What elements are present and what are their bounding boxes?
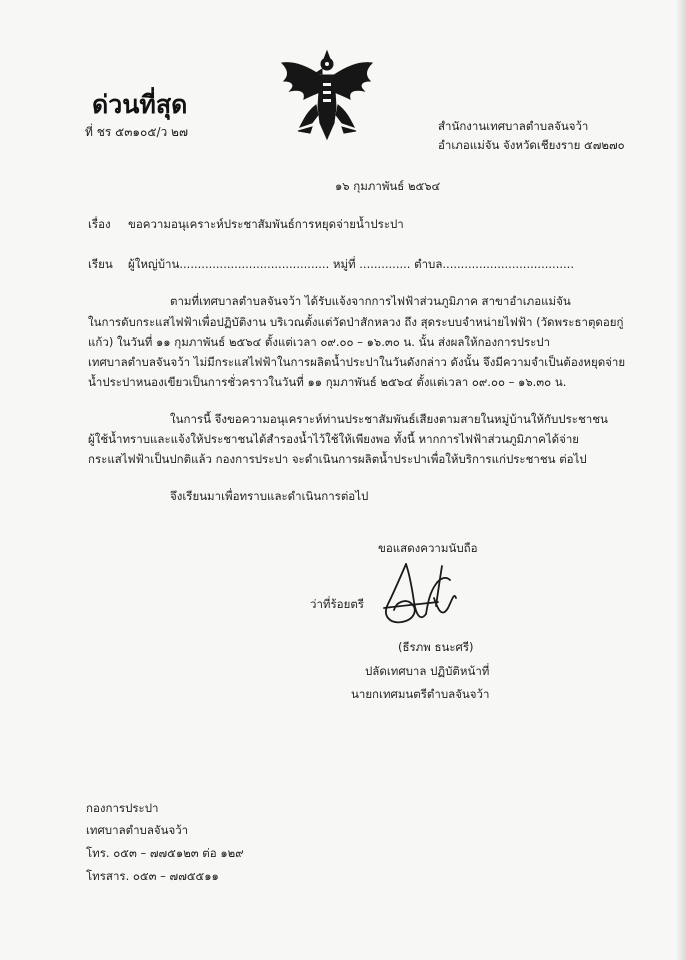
recipient-text: ผู้ใหญ่บ้าน......................................... หมู่ที่ .............. ตำบล.................................... [128, 257, 574, 271]
paragraph1-line: ตามที่เทศบาลตำบลจันจว้า ได้รับแจ้งจากการไฟฟ้าส่วนภูมิภาค สาขาอำเภอแม่จัน [170, 294, 571, 308]
letter-date: ๑๖ กุมภาพันธ์ ๒๕๖๔ [335, 179, 441, 193]
signer-name: (ธีรภพ ธนะศรี) [398, 640, 474, 654]
urgency-heading: ด่วนที่สุด [92, 90, 188, 119]
paragraph2-line: ในการนี้ จึงขอความอนุเคราะห์ท่านประชาสัมพันธ์เสียงตามสายในหมู่บ้านให้กับประชาชน [170, 412, 608, 426]
footer-phone: โทร. ๐๕๓ – ๗๗๕๑๒๓ ต่อ ๑๒๙ [86, 846, 244, 860]
paragraph1-line: น้ำประปาหนองเขียวเป็นการชั่วคราวในวันที่ ๑๑ กุมภาพันธ์ ๒๕๖๔ ตั้งแต่เวลา ๐๙.๐๐ – ๑๖.๓๐ น. [88, 375, 567, 389]
page-edge-shadow [676, 0, 686, 960]
signer-position-line2: นายกเทศมนตรีตำบลจันจว้า [351, 687, 490, 701]
paragraph1-line: แก้ว) ในวันที่ ๑๑ กุมภาพันธ์ ๒๕๖๔ ตั้งแต่เวลา ๐๙.๐๐ – ๑๖.๓๐ น. นั้น ส่งผลให้กองการประปา [88, 335, 551, 349]
handwritten-signature [376, 558, 461, 630]
signer-rank: ว่าที่ร้อยตรี [310, 597, 364, 611]
recipient-label: เรียน [88, 257, 113, 271]
subject-text: ขอความอนุเคราะห์ประชาสัมพันธ์การหยุดจ่ายน้ำประปา [128, 217, 404, 231]
paragraph1-line: ในการดับกระแสไฟฟ้าเพื่อปฏิบัติงาน บริเวณตั้งแต่วัดป่าสักหลวง ถึง สุดระบบจำหน่ายไฟฟ้า (วัดพระธาตุดอยกู่ [88, 315, 624, 329]
closing-line: จึงเรียนมาเพื่อทราบและดำเนินการต่อไป [170, 489, 369, 503]
paragraph1-line: เทศบาลตำบลจันจว้า ไม่มีกระแสไฟฟ้าในการผลิตน้ำประปาในวันดังกล่าว ดังนั้น จึงมีความจำเป็นต้องหยุดจ่าย [88, 355, 626, 369]
garuda-emblem-icon [278, 47, 376, 143]
footer-division: กองการประปา [86, 801, 159, 815]
paragraph2-line: ผู้ใช้น้ำทราบและแจ้งให้ประชาชนได้สำรองน้ำไว้ใช้ให้เพียงพอ ทั้งนี้ หากการไฟฟ้าส่วนภูมิภาคได้จ่าย [88, 432, 580, 446]
salutation: ขอแสดงความนับถือ [378, 541, 478, 555]
subject-label: เรื่อง [88, 217, 111, 231]
footer-organization: เทศบาลตำบลจันจว้า [86, 823, 189, 837]
reference-number: ที่ ชร ๕๓๑๐๕/ว ๒๗ [85, 125, 188, 139]
signer-position-line1: ปลัดเทศบาล ปฏิบัติหน้าที่ [365, 664, 490, 678]
office-address: อำเภอแม่จัน จังหวัดเชียงราย ๕๗๒๗๐ [438, 138, 625, 152]
paragraph2-line: กระแสไฟฟ้าเป็นปกติแล้ว กองการประปา จะดำเนินการผลิตน้ำประปาเพื่อให้บริการแก่ประชาชน ต่อไป [88, 452, 587, 466]
office-name: สำนักงานเทศบาลตำบลจันจว้า [438, 119, 589, 133]
footer-fax: โทรสาร. ๐๕๓ – ๗๗๕๕๑๑ [86, 869, 219, 883]
